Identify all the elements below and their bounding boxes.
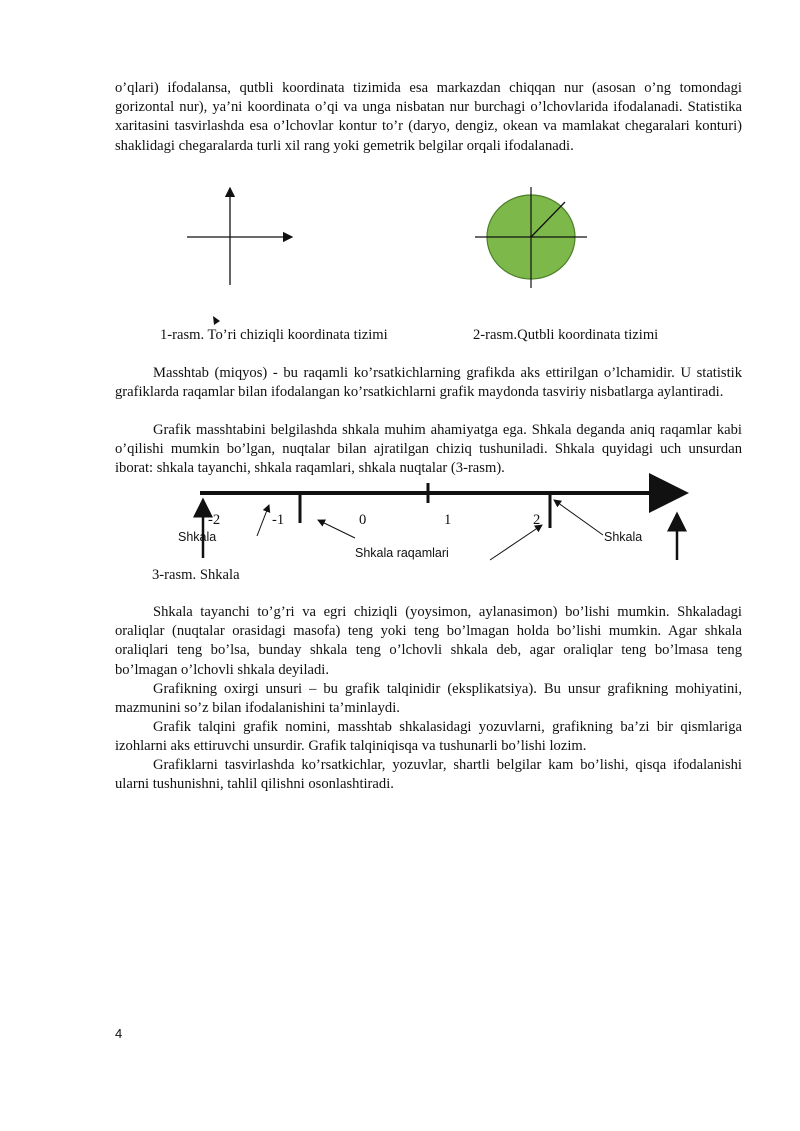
paragraph-6: Grafik talqini grafik nomini, masshtab shkalasidagi yozuvlarni, grafikning ba’zi bir qismlariga izohlarni aks ettiruvchi unsurdir. Grafik talqiniqisqa va tushunarli bo’lishi lozim. (115, 719, 742, 755)
pointer-line (490, 525, 542, 560)
small-arrow-mark (213, 316, 220, 325)
pointer-line (257, 505, 269, 536)
figure-3-caption: 3-rasm. Shkala (152, 567, 240, 583)
paragraph-4: Shkala tayanchi to’g’ri va egri chiziqli (yoysimon, aylanasimon) bo’lishi mumkin. Shkaladagi oraliqlar (nuqtalar orasidagi masofa) teng yoki teng bo’lmagan holda bo’lishi mumkin. Agar shkala oraliqlari teng bo’lsa, bunday shkala teng o’lchovli shkala deb, agar oraliqlar teng bo’lmasa teng bo’lmagan o’lchovli shkala deyiladi. (115, 604, 742, 678)
scale-support-label: Shkala (178, 530, 217, 544)
paragraph-7: Grafiklarni tasvirlashda ko’rsatkichlar, yozuvlar, shartli belgilar kam bo’lishi, qisqa ifodalanishi ularni tushunishni, tahlil qilishni osonlashtiradi. (115, 757, 742, 793)
paragraph-3: Grafik masshtabini belgilashda shkala muhim ahamiyatga ega. Shkala deganda aniq raqamlar kabi o’qilishi mumkin bo’lgan, nuqtalar bilan ajratilgan chiziq tushuniladi. Shkala quyidagi uch unsurdan iborat: shkala tayanchi, shkala raqamlari, shkala nuqtalar (3-rasm). (115, 422, 742, 477)
figure-1-caption: 1-rasm. To’ri chiziqli koordinata tizimi (160, 327, 388, 343)
figure-2-caption: 2-rasm.Qutbli koordinata tizimi (473, 327, 659, 343)
scale-number: -1 (272, 512, 285, 528)
scale-number: 1 (444, 512, 452, 528)
pointer-line (554, 500, 603, 535)
paragraph-1: o’qlari) ifodalansa, qutbli koordinata tizimida esa markazdan chiqqan nur (asosan o’ng tomondagi gorizontal nur), ya’ni koordinata o’qi va unga nisbatan nur burchagi o’lchovlarida ifodalanadi. Statistika xaritasini tasvirlashda esa o’lchovlar kontur to’r (daryo, dengiz, okean va mamlakat chegaralari konturi) shaklidagi chegaralarda turli xil rang yoki gemetrik belgilar orqali ifodalanadi. (115, 80, 742, 154)
paragraph-5: Grafikning oxirgi unsuri – bu grafik talqinidir (eksplikatsiya). Bu unsur grafikning mohiyatini, mazmunini so’z bilan ifodalanishini ta’minlaydi. (115, 681, 742, 717)
polar-axes-figure (475, 185, 595, 290)
scale-points-label: Shkala (604, 530, 643, 544)
scale-number: -2 (208, 512, 221, 528)
cartesian-axes-figure (180, 180, 310, 330)
scale-number: 2 (533, 512, 541, 528)
scale-numbers-label: Shkala raqamlari (355, 546, 449, 560)
pointer-line (318, 520, 355, 538)
page-number: 4 (115, 1026, 123, 1041)
scale-number: 0 (359, 512, 367, 528)
paragraph-2: Masshtab (miqyos) - bu raqamli ko’rsatkichlarning grafikda aks ettirilgan o’lchamidir. U statistik grafiklarda raqamlar bilan ifodalangan ko’rsatkichlarni grafik maydonda tasviriy nisbatlarga aylantiradi. (115, 365, 742, 401)
